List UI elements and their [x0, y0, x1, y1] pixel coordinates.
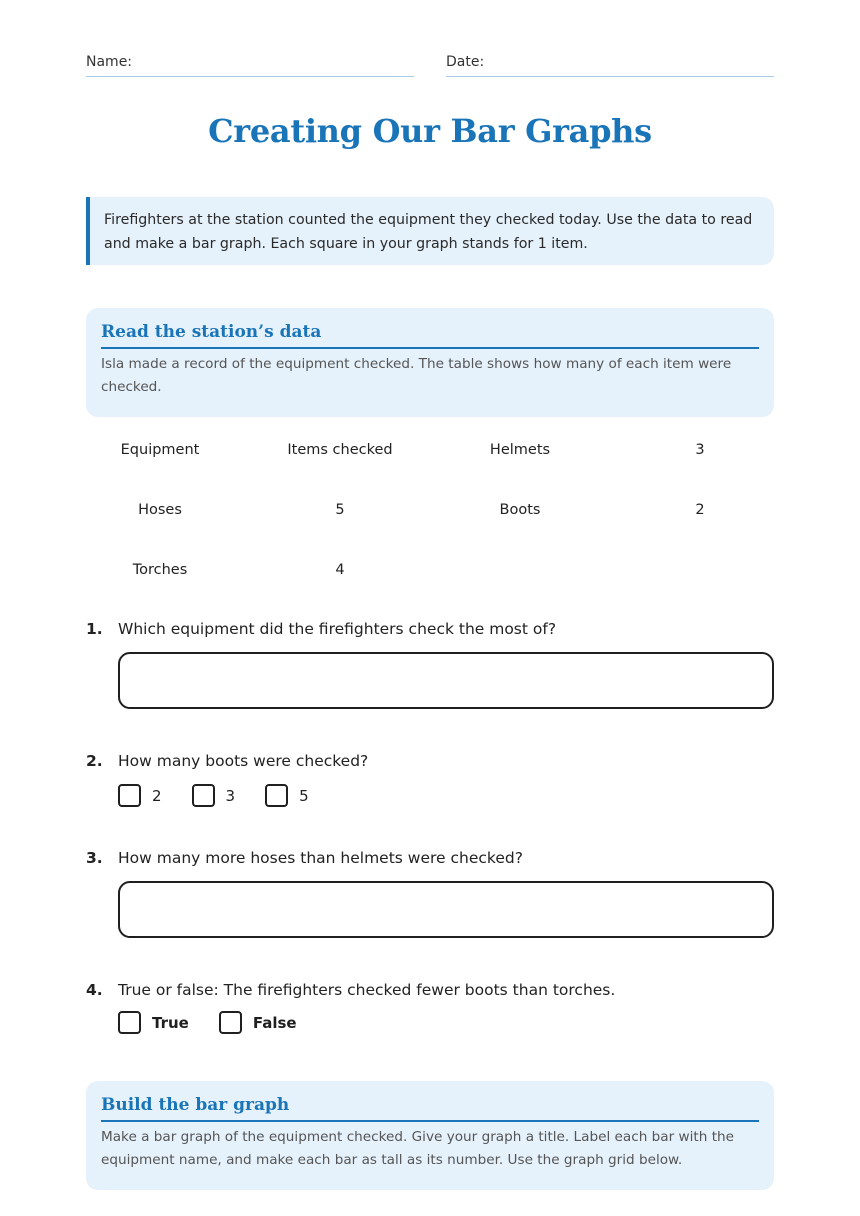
- name-field[interactable]: [86, 54, 414, 77]
- question-1: [86, 620, 774, 709]
- answer-box[interactable]: [118, 652, 774, 709]
- table-row: [70, 420, 790, 480]
- question-text: Which equipment did the firefighters check the most of?: [118, 620, 557, 638]
- table-cell: 5: [335, 502, 345, 518]
- question-number: 2.: [86, 752, 103, 770]
- question-text: How many boots were checked?: [118, 752, 369, 770]
- name-label: Name:: [86, 54, 133, 70]
- question-2: [86, 752, 774, 807]
- data-section-title: Read the station’s data: [101, 322, 759, 349]
- table-cell: Items checked: [287, 442, 393, 458]
- checkbox[interactable]: [118, 1011, 141, 1034]
- data-section-panel: [86, 308, 774, 417]
- table-row: [70, 480, 790, 540]
- table-cell: Boots: [499, 502, 541, 518]
- option-label: 5: [299, 786, 309, 805]
- graph-section-text: Make a bar graph of the equipment checked. Give your graph a title. Label each bar with the equipment name, and make each bar as tall as its number. Use the graph grid below.: [101, 1129, 734, 1168]
- option-5[interactable]: [265, 784, 309, 807]
- page-title: Creating Our Bar Graphs: [208, 112, 652, 150]
- answer-options: [118, 1011, 774, 1034]
- option-false[interactable]: [219, 1011, 297, 1034]
- option-label: False: [252, 1013, 297, 1032]
- checkbox[interactable]: [265, 784, 288, 807]
- option-label: True: [152, 1013, 189, 1032]
- question-4: [86, 981, 774, 1034]
- checkbox[interactable]: [219, 1011, 242, 1034]
- question-3: [86, 849, 774, 938]
- table-cell: Torches: [132, 562, 188, 578]
- checkbox[interactable]: [118, 784, 141, 807]
- intro-callout: Firefighters at the station counted the equipment they checked today. Use the data to read and make a bar graph. Each square in your graph stands for 1 item.: [86, 197, 774, 265]
- table-cell: Equipment: [120, 442, 200, 458]
- table-cell: Helmets: [489, 442, 551, 458]
- checkbox[interactable]: [192, 784, 215, 807]
- option-true[interactable]: [118, 1011, 189, 1034]
- header-fields: [86, 54, 774, 77]
- option-label: 3: [225, 786, 236, 805]
- question-text: True or false: The firefighters checked fewer boots than torches.: [118, 981, 616, 999]
- graph-section-title: Build the bar graph: [101, 1095, 759, 1122]
- answer-box[interactable]: [118, 881, 774, 938]
- graph-section-panel: [86, 1081, 774, 1190]
- option-label: 2: [152, 786, 162, 805]
- table-cell: 3: [695, 442, 705, 458]
- date-label: Date:: [446, 54, 485, 70]
- question-number: 1.: [86, 620, 103, 638]
- data-section-text: Isla made a record of the equipment checked. The table shows how many of each item were checked.: [101, 356, 732, 395]
- table-cell: 4: [335, 562, 345, 578]
- table-cell: 2: [695, 502, 705, 518]
- date-field[interactable]: [446, 54, 774, 77]
- table-row: [70, 540, 790, 600]
- table-cell: Hoses: [138, 502, 182, 518]
- question-number: 3.: [86, 849, 103, 867]
- question-text: How many more hoses than helmets were checked?: [118, 849, 523, 867]
- option-2[interactable]: [118, 784, 162, 807]
- equipment-table: [70, 420, 790, 600]
- option-3[interactable]: [192, 784, 236, 807]
- answer-options: [118, 784, 774, 807]
- question-number: 4.: [86, 981, 103, 999]
